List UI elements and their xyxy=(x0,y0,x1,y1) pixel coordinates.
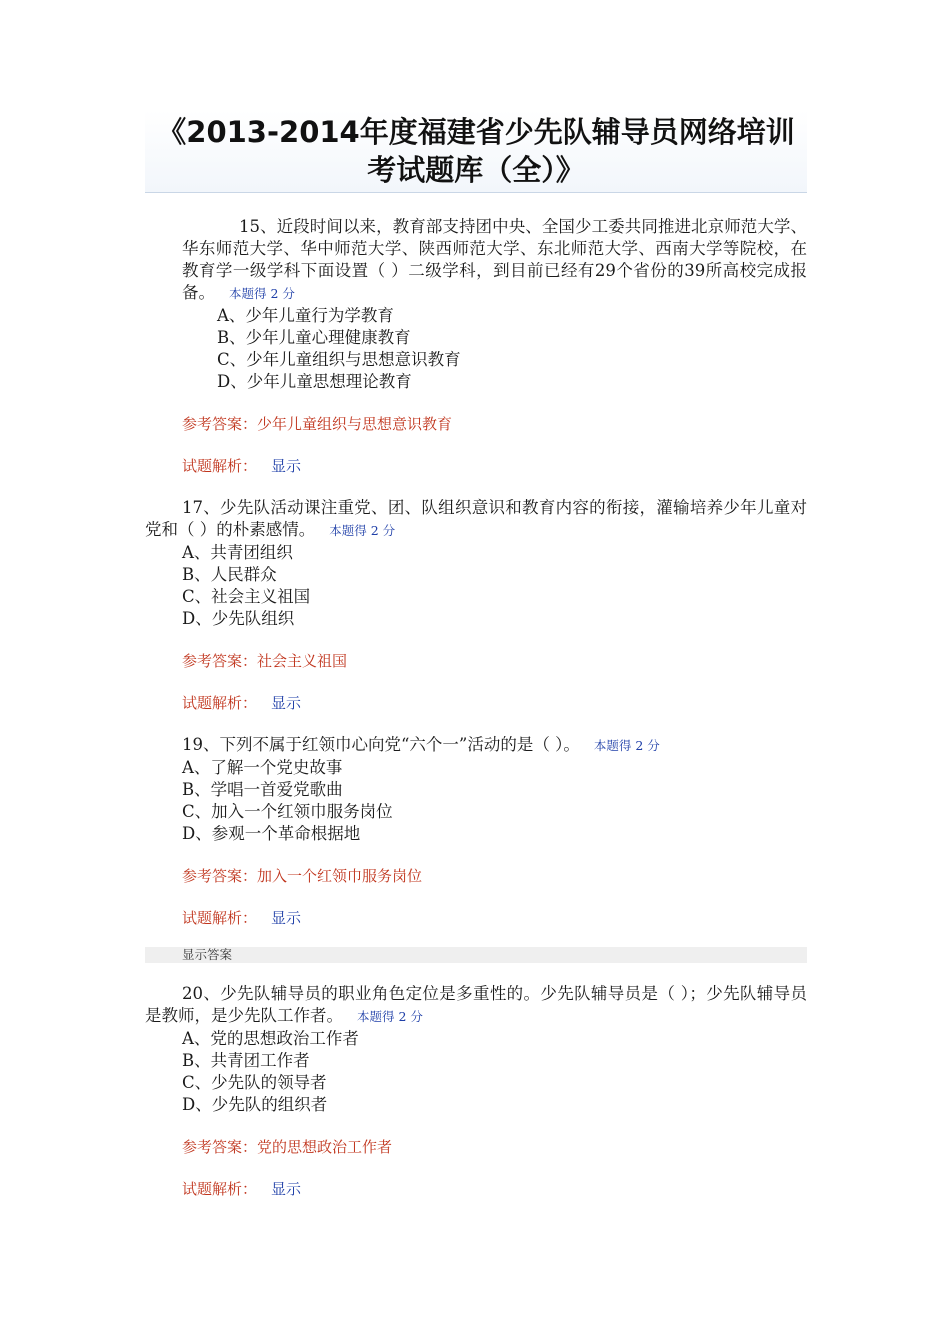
option-a: A、少年儿童行为学教育 xyxy=(217,306,394,325)
show-analysis-link[interactable]: 显示 xyxy=(271,1180,302,1198)
option-b: B、人民群众 xyxy=(182,565,277,584)
spacer xyxy=(145,477,807,497)
reference-answer: 参考答案：少年儿童组织与思想意识教育 xyxy=(182,415,453,433)
show-analysis-link[interactable]: 显示 xyxy=(271,909,302,927)
option-a: A、党的思想政治工作者 xyxy=(182,1029,359,1048)
show-analysis-link[interactable]: 显示 xyxy=(271,694,302,712)
question-15 xyxy=(145,216,807,477)
page-title: 《2013-2014年度福建省少先队辅导员网络培训考试题库（全）》 xyxy=(157,115,795,187)
option-a: A、共青团组织 xyxy=(182,543,293,562)
question-text: 19、下列不属于红领巾心向党“六个一”活动的是（ ）。 本题得 2 分 xyxy=(182,735,660,754)
option-d: D、少先队组织 xyxy=(182,609,295,628)
score-label: 本题得 2 分 xyxy=(593,738,660,753)
option-b: B、少年儿童心理健康教育 xyxy=(217,328,411,347)
question-text: 15、近段时间以来，教育部支持团中央、全国少工委共同推进北京师范大学、华东师范大学、华中师范大学、陕西师范大学、东北师范大学、西南大学等院校，在教育学一级学科下面设置（ ）二级学科，到目前已经有29个省份的39所高校完成报备。 本题得 2 分 xyxy=(182,217,807,302)
option-a: A、了解一个党史故事 xyxy=(182,758,343,777)
analysis-row: 试题解析： 显示 xyxy=(182,909,302,927)
analysis-row: 试题解析： 显示 xyxy=(182,1180,302,1198)
option-b: B、学唱一首爱党歌曲 xyxy=(182,780,343,799)
question-list xyxy=(145,216,807,1200)
analysis-row: 试题解析： 显示 xyxy=(182,457,302,475)
reference-answer: 参考答案：社会主义祖国 xyxy=(182,652,348,670)
spacer xyxy=(145,963,807,983)
option-d: D、参观一个革命根据地 xyxy=(182,824,361,843)
score-label: 本题得 2 分 xyxy=(329,523,396,538)
analysis-row: 试题解析： 显示 xyxy=(182,694,302,712)
option-d: D、少年儿童思想理论教育 xyxy=(217,372,412,391)
question-19 xyxy=(145,734,807,929)
spacer xyxy=(145,714,807,734)
reference-answer: 参考答案：加入一个红领巾服务岗位 xyxy=(182,867,423,885)
question-17 xyxy=(145,497,807,714)
option-b: B、共青团工作者 xyxy=(182,1051,310,1070)
score-label: 本题得 2 分 xyxy=(229,286,295,301)
option-c: C、社会主义祖国 xyxy=(182,587,311,606)
show-analysis-link[interactable]: 显示 xyxy=(271,457,302,475)
option-list xyxy=(145,1028,807,1116)
option-c: C、少年儿童组织与思想意识教育 xyxy=(217,350,461,369)
option-c: C、加入一个红领巾服务岗位 xyxy=(182,802,393,821)
option-c: C、少先队的领导者 xyxy=(182,1073,327,1092)
question-text: 20、少先队辅导员的职业角色定位是多重性的。少先队辅导员是（ ）；少先队辅导员是教师，是少先队工作者。 本题得 2 分 xyxy=(145,984,807,1025)
option-d: D、少先队的组织者 xyxy=(182,1095,328,1114)
option-list xyxy=(145,305,807,393)
score-label: 本题得 2 分 xyxy=(357,1009,423,1024)
option-list xyxy=(145,757,807,845)
option-list xyxy=(145,542,807,630)
question-20 xyxy=(145,983,807,1200)
question-text: 17、少先队活动课注重党、团、队组织意识和教育内容的衔接，灌输培养少年儿童对党和（ ）的朴素感情。 本题得 2 分 xyxy=(145,498,807,539)
show-answer-bar[interactable]: 显示答案 xyxy=(145,947,807,963)
reference-answer: 参考答案：党的思想政治工作者 xyxy=(182,1138,393,1156)
